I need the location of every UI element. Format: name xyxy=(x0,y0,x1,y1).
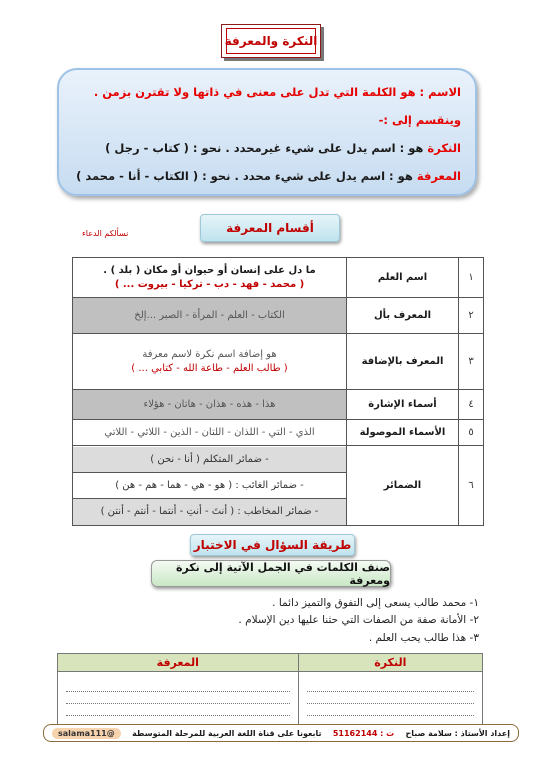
content-line: الكتاب - العلم - المرأة - الصبر ...إلخ xyxy=(134,309,285,321)
content-line: - ضمائر الغائب : ( هو - هي - هما - هم - هن ) xyxy=(73,473,346,499)
row-label: الأسماء الموصولة xyxy=(347,420,459,446)
nakira-answer-area[interactable] xyxy=(298,672,482,727)
row-number: ١ xyxy=(459,258,484,298)
row-number: ٥ xyxy=(459,420,484,446)
section-title: أقسام المعرفة xyxy=(226,221,314,235)
row-number: ٦ xyxy=(459,446,484,526)
row-label: الضمائر xyxy=(347,446,459,526)
exam-question: صنف الكلمات في الجمل الآتية إلى نكرة ومعرفة xyxy=(175,560,390,587)
footer-bar xyxy=(43,724,519,742)
definition-line: الاسم : هو الكلمة التي تدل على معنى في ذاتها ولا تقترن بزمن . xyxy=(93,85,461,99)
row-content xyxy=(73,258,347,298)
row-content xyxy=(73,446,347,526)
nakira-header: النكرة xyxy=(298,654,482,672)
row-content xyxy=(73,298,347,334)
table-row xyxy=(73,258,484,298)
exam-title: طريقة السؤال في الاختبار xyxy=(193,538,352,552)
row-content xyxy=(73,420,347,446)
marifa-definition xyxy=(73,162,461,190)
row-content xyxy=(73,390,347,420)
table-row xyxy=(73,334,484,390)
exam-title-box xyxy=(190,534,355,556)
nakira-text: هو : اسم يدل على شيء غيرمحدد . نحو : ( كتاب - رجل ) xyxy=(105,141,424,155)
content-line: ( طالب العلم - طاعة الله - كتابي ... ) xyxy=(131,362,288,374)
content-line: - ضمائر المخاطب : ( أنتَ - أنتِ - أنتما - أنتم - أنتن ) xyxy=(73,499,346,525)
table-row xyxy=(73,420,484,446)
page-title: النكرة والمعرفة xyxy=(224,34,318,48)
row-number: ٤ xyxy=(459,390,484,420)
content-line: هذا - هذه - هذان - هاتان - هؤلاء xyxy=(143,398,276,410)
marifa-term: المعرفة xyxy=(416,169,461,183)
example-sentence: ١- محمد طالب يسعى إلى التفوق والتميز دائما . xyxy=(272,597,479,609)
content-line: - ضمائر المتكلم ( أنا - نحن ) xyxy=(73,447,346,473)
marifa-answer-area[interactable] xyxy=(58,672,299,727)
footer-author: إعداد الأستاذ : سلامة صباح xyxy=(405,728,510,738)
row-label: المعرف بالإضافة xyxy=(347,334,459,390)
row-label: المعرف بأل xyxy=(347,298,459,334)
row-label: اسم العلم xyxy=(347,258,459,298)
row-number: ٢ xyxy=(459,298,484,334)
content-line: ما دل على إنسان أو حيوان أو مكان ( بلد ) . xyxy=(103,264,316,276)
section-title-box xyxy=(200,214,340,242)
content-line: ( محمد - فهد - دب - تركيا - بيروت ... ) xyxy=(114,278,305,290)
row-content xyxy=(73,334,347,390)
nakira-term: النكرة xyxy=(427,141,461,155)
prayer-note: نسألكم الدعاء xyxy=(82,229,129,238)
answer-table xyxy=(57,653,483,727)
footer-handle: @salama111 xyxy=(52,728,121,739)
table-row xyxy=(73,446,484,526)
division-line: وينقسم إلى :- xyxy=(378,113,461,127)
marifa-types-table xyxy=(72,257,484,526)
marifa-text: هو : اسم يدل على شيء محدد . نحو : ( الكتاب - أنا - محمد ) xyxy=(76,169,413,183)
footer-channel: تابعونا على قناة اللغة العربية للمرحلة المتوسطة xyxy=(132,728,322,738)
row-label: أسماء الإشارة xyxy=(347,390,459,420)
page-title-box xyxy=(221,24,321,58)
row-number: ٣ xyxy=(459,334,484,390)
content-line: الذي - التي - اللذان - اللتان - الذين - اللائي - اللاتي xyxy=(104,426,315,438)
nakira-definition xyxy=(73,134,461,162)
table-row xyxy=(73,298,484,334)
footer-phone: ت : 51162144 xyxy=(332,728,395,738)
content-line: هو إضافة اسم نكرة لاسم معرفة xyxy=(142,348,277,360)
table-row xyxy=(73,390,484,420)
example-sentence: ٢- الأمانة صفة من الصفات التي حثنا عليها دين الإسلام . xyxy=(238,614,479,626)
exam-question-box xyxy=(151,560,391,587)
example-sentence: ٣- هذا طالب يحب العلم . xyxy=(368,632,479,644)
definition-box xyxy=(57,68,477,196)
marifa-header: المعرفة xyxy=(58,654,299,672)
